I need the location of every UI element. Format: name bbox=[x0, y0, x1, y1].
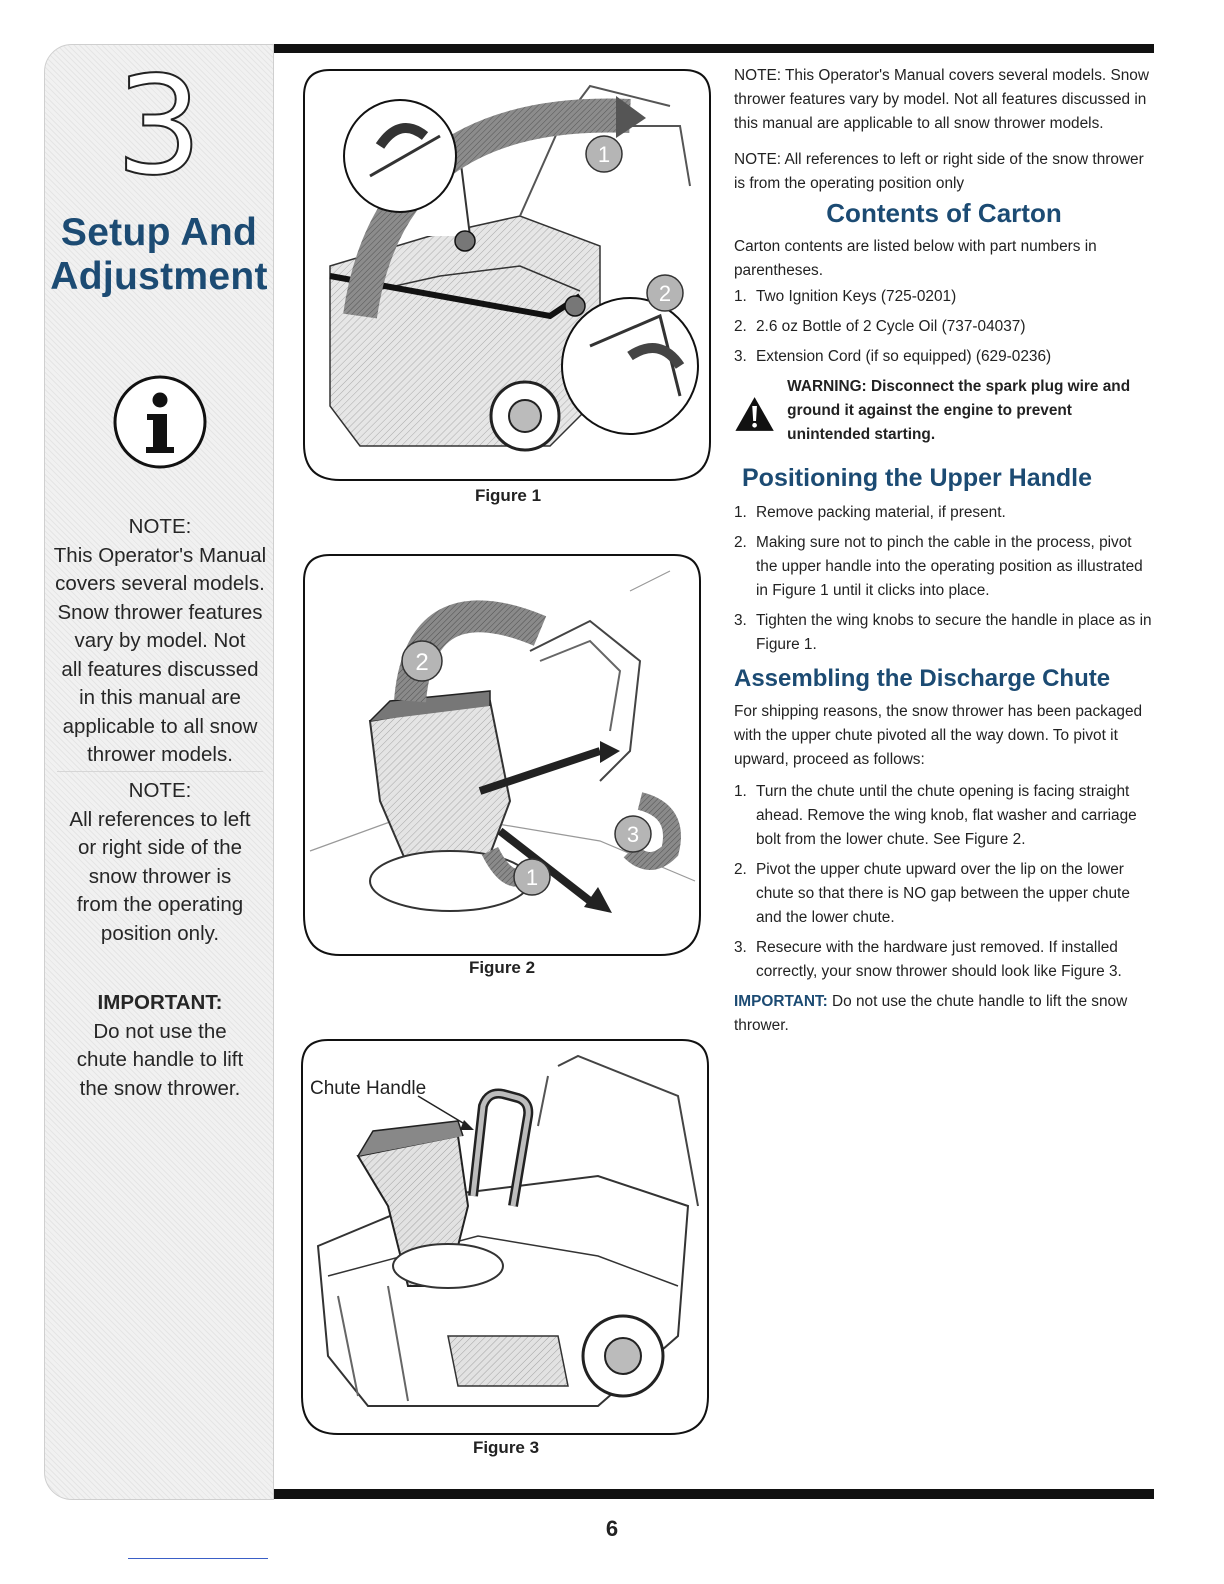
list-item bbox=[734, 315, 1154, 339]
chute-steps bbox=[734, 780, 1154, 984]
list-text: Two Ignition Keys (725-0201) bbox=[756, 288, 957, 306]
list-number: 3. bbox=[734, 612, 747, 630]
sidebar-note-1 bbox=[45, 513, 275, 770]
sidebar-important bbox=[45, 989, 275, 1103]
list-text: Turn the chute until the chute opening is facing straight ahead. Remove the wing knob, flat washer and carriage bolt from the lower chute. See Figure 2. bbox=[756, 782, 1137, 848]
sidebar-note-2 bbox=[45, 777, 275, 948]
info-icon bbox=[111, 373, 209, 471]
sidebar-note-1-line: Snow thrower features bbox=[57, 600, 263, 624]
list-number: 1. bbox=[734, 782, 747, 800]
warning-triangle-icon bbox=[734, 375, 775, 453]
top-rule bbox=[270, 44, 1154, 53]
sidebar-note-2-line: All references to left bbox=[69, 807, 251, 831]
list-item bbox=[734, 780, 1154, 852]
note-2: NOTE: All references to left or right side of the snow thrower is from the operating position only bbox=[734, 151, 1144, 192]
sidebar-note-1-label: NOTE: bbox=[128, 515, 192, 538]
list-item bbox=[734, 501, 1154, 525]
list-number: 3. bbox=[734, 348, 747, 366]
list-text: Resecure with the hardware just removed. If installed correctly, your snow thrower should look like Figure 3. bbox=[756, 938, 1122, 980]
chute-intro: For shipping reasons, the snow thrower has been packaged with the upper chute pivoted all the way down. To pivot it upward, proceed as follows: bbox=[734, 702, 1143, 768]
list-item bbox=[734, 531, 1154, 603]
sidebar-note-1-line: all features discussed bbox=[61, 657, 259, 681]
chapter-number: 3 bbox=[115, 48, 203, 206]
warning-text: Disconnect the spark plug wire and ground it against the engine to prevent unintended starting. bbox=[787, 378, 1131, 444]
list-item bbox=[734, 936, 1154, 984]
warning-text-block bbox=[787, 375, 1154, 447]
important-text: Do not use the chute handle to lift the snow thrower. bbox=[734, 992, 1128, 1034]
sidebar-note-2-line: position only. bbox=[100, 921, 220, 945]
sidebar-important-line: Do not use the bbox=[93, 1019, 227, 1043]
contents-list bbox=[734, 285, 1154, 369]
sidebar-note-1-line: vary by model. Not bbox=[74, 629, 246, 652]
page-number: 6 bbox=[605, 1516, 619, 1541]
list-item bbox=[734, 858, 1154, 930]
contents-intro: Carton contents are listed below with part numbers in parentheses. bbox=[734, 238, 1097, 280]
sidebar-note-2-line: snow thrower is bbox=[88, 864, 232, 888]
important-note bbox=[734, 990, 1154, 1038]
list-text: 2.6 oz Bottle of 2 Cycle Oil (737-04037) bbox=[756, 318, 1026, 336]
figure-2-callout: 2 bbox=[415, 649, 429, 676]
sidebar-important-line: the snow thrower. bbox=[79, 1076, 241, 1100]
list-number: 2. bbox=[734, 860, 747, 878]
list-number: 1. bbox=[734, 288, 747, 306]
list-item bbox=[734, 285, 1154, 309]
list-number: 3. bbox=[734, 938, 747, 956]
handle-heading: Positioning the Upper Handle bbox=[742, 464, 1093, 493]
figure-2-caption: Figure 2 bbox=[468, 958, 536, 977]
sidebar-note-1-line: thrower models. bbox=[87, 743, 233, 766]
figure-3-illustration bbox=[298, 1036, 714, 1440]
figure-1-callout: 2 bbox=[658, 281, 672, 306]
chapter-title-line1: Setup And bbox=[60, 211, 258, 254]
handle-steps bbox=[734, 501, 1154, 657]
chapter-title bbox=[41, 211, 277, 299]
warning-box bbox=[734, 375, 1154, 453]
sidebar-note-2-label: NOTE: bbox=[128, 779, 192, 802]
list-number: 2. bbox=[734, 534, 747, 552]
sidebar-note-1-line: applicable to all snow bbox=[62, 714, 258, 738]
footer-link-line bbox=[128, 1558, 268, 1559]
sidebar-note-2-line: or right side of the bbox=[77, 836, 243, 859]
list-text: Remove packing material, if present. bbox=[756, 504, 1006, 522]
sidebar-important-line: chute handle to lift bbox=[76, 1048, 244, 1071]
contents-heading: Contents of Carton bbox=[826, 198, 1062, 228]
figure-1-illustration bbox=[300, 66, 714, 484]
list-text: Making sure not to pinch the cable in the process, pivot the upper handle into the operating position as illustrated in Figure 1 until it clicks into place. bbox=[756, 534, 1143, 600]
sidebar-note-1-line: covers several models. bbox=[55, 572, 265, 595]
list-item bbox=[734, 609, 1154, 657]
figure-2-callout: 3 bbox=[626, 822, 640, 847]
sidebar-important-label: IMPORTANT: bbox=[97, 991, 223, 1014]
figure-1-caption: Figure 1 bbox=[474, 486, 542, 505]
list-text: Tighten the wing knobs to secure the handle in place as in Figure 1. bbox=[756, 612, 1152, 654]
important-label: IMPORTANT: bbox=[734, 992, 828, 1010]
list-text: Pivot the upper chute upward over the lip on the lower chute so that there is NO gap between the upper chute and the lower chute. bbox=[756, 860, 1130, 926]
figure-2-illustration bbox=[300, 551, 704, 959]
sidebar-note-1-line: in this manual are bbox=[79, 686, 241, 709]
bottom-rule bbox=[270, 1489, 1154, 1499]
sidebar-note-1-line: This Operator's Manual bbox=[53, 543, 267, 567]
figure-2-callout: 1 bbox=[525, 865, 539, 890]
chapter-title-line2: Adjustment bbox=[50, 255, 268, 298]
figure-3-caption: Figure 3 bbox=[472, 1438, 540, 1457]
list-number: 1. bbox=[734, 504, 747, 522]
sidebar bbox=[44, 44, 274, 1500]
note-1: NOTE: This Operator's Manual covers several models. Snow thrower features vary by model. Not all features discussed in this manual are applicable to all snow thrower models. bbox=[734, 67, 1149, 132]
list-number: 2. bbox=[734, 318, 747, 336]
sidebar-separator bbox=[57, 771, 263, 772]
sidebar-note-2-line: from the operating bbox=[76, 893, 244, 916]
figure-1-callout: 1 bbox=[597, 142, 611, 167]
chute-handle-label: Chute Handle bbox=[310, 1078, 427, 1099]
list-item bbox=[734, 345, 1154, 369]
main-text-column bbox=[734, 64, 1154, 1050]
list-text: Extension Cord (if so equipped) (629-0236) bbox=[756, 348, 1052, 366]
chute-heading: Assembling the Discharge Chute bbox=[734, 665, 1111, 693]
warning-label: WARNING: bbox=[787, 378, 867, 396]
